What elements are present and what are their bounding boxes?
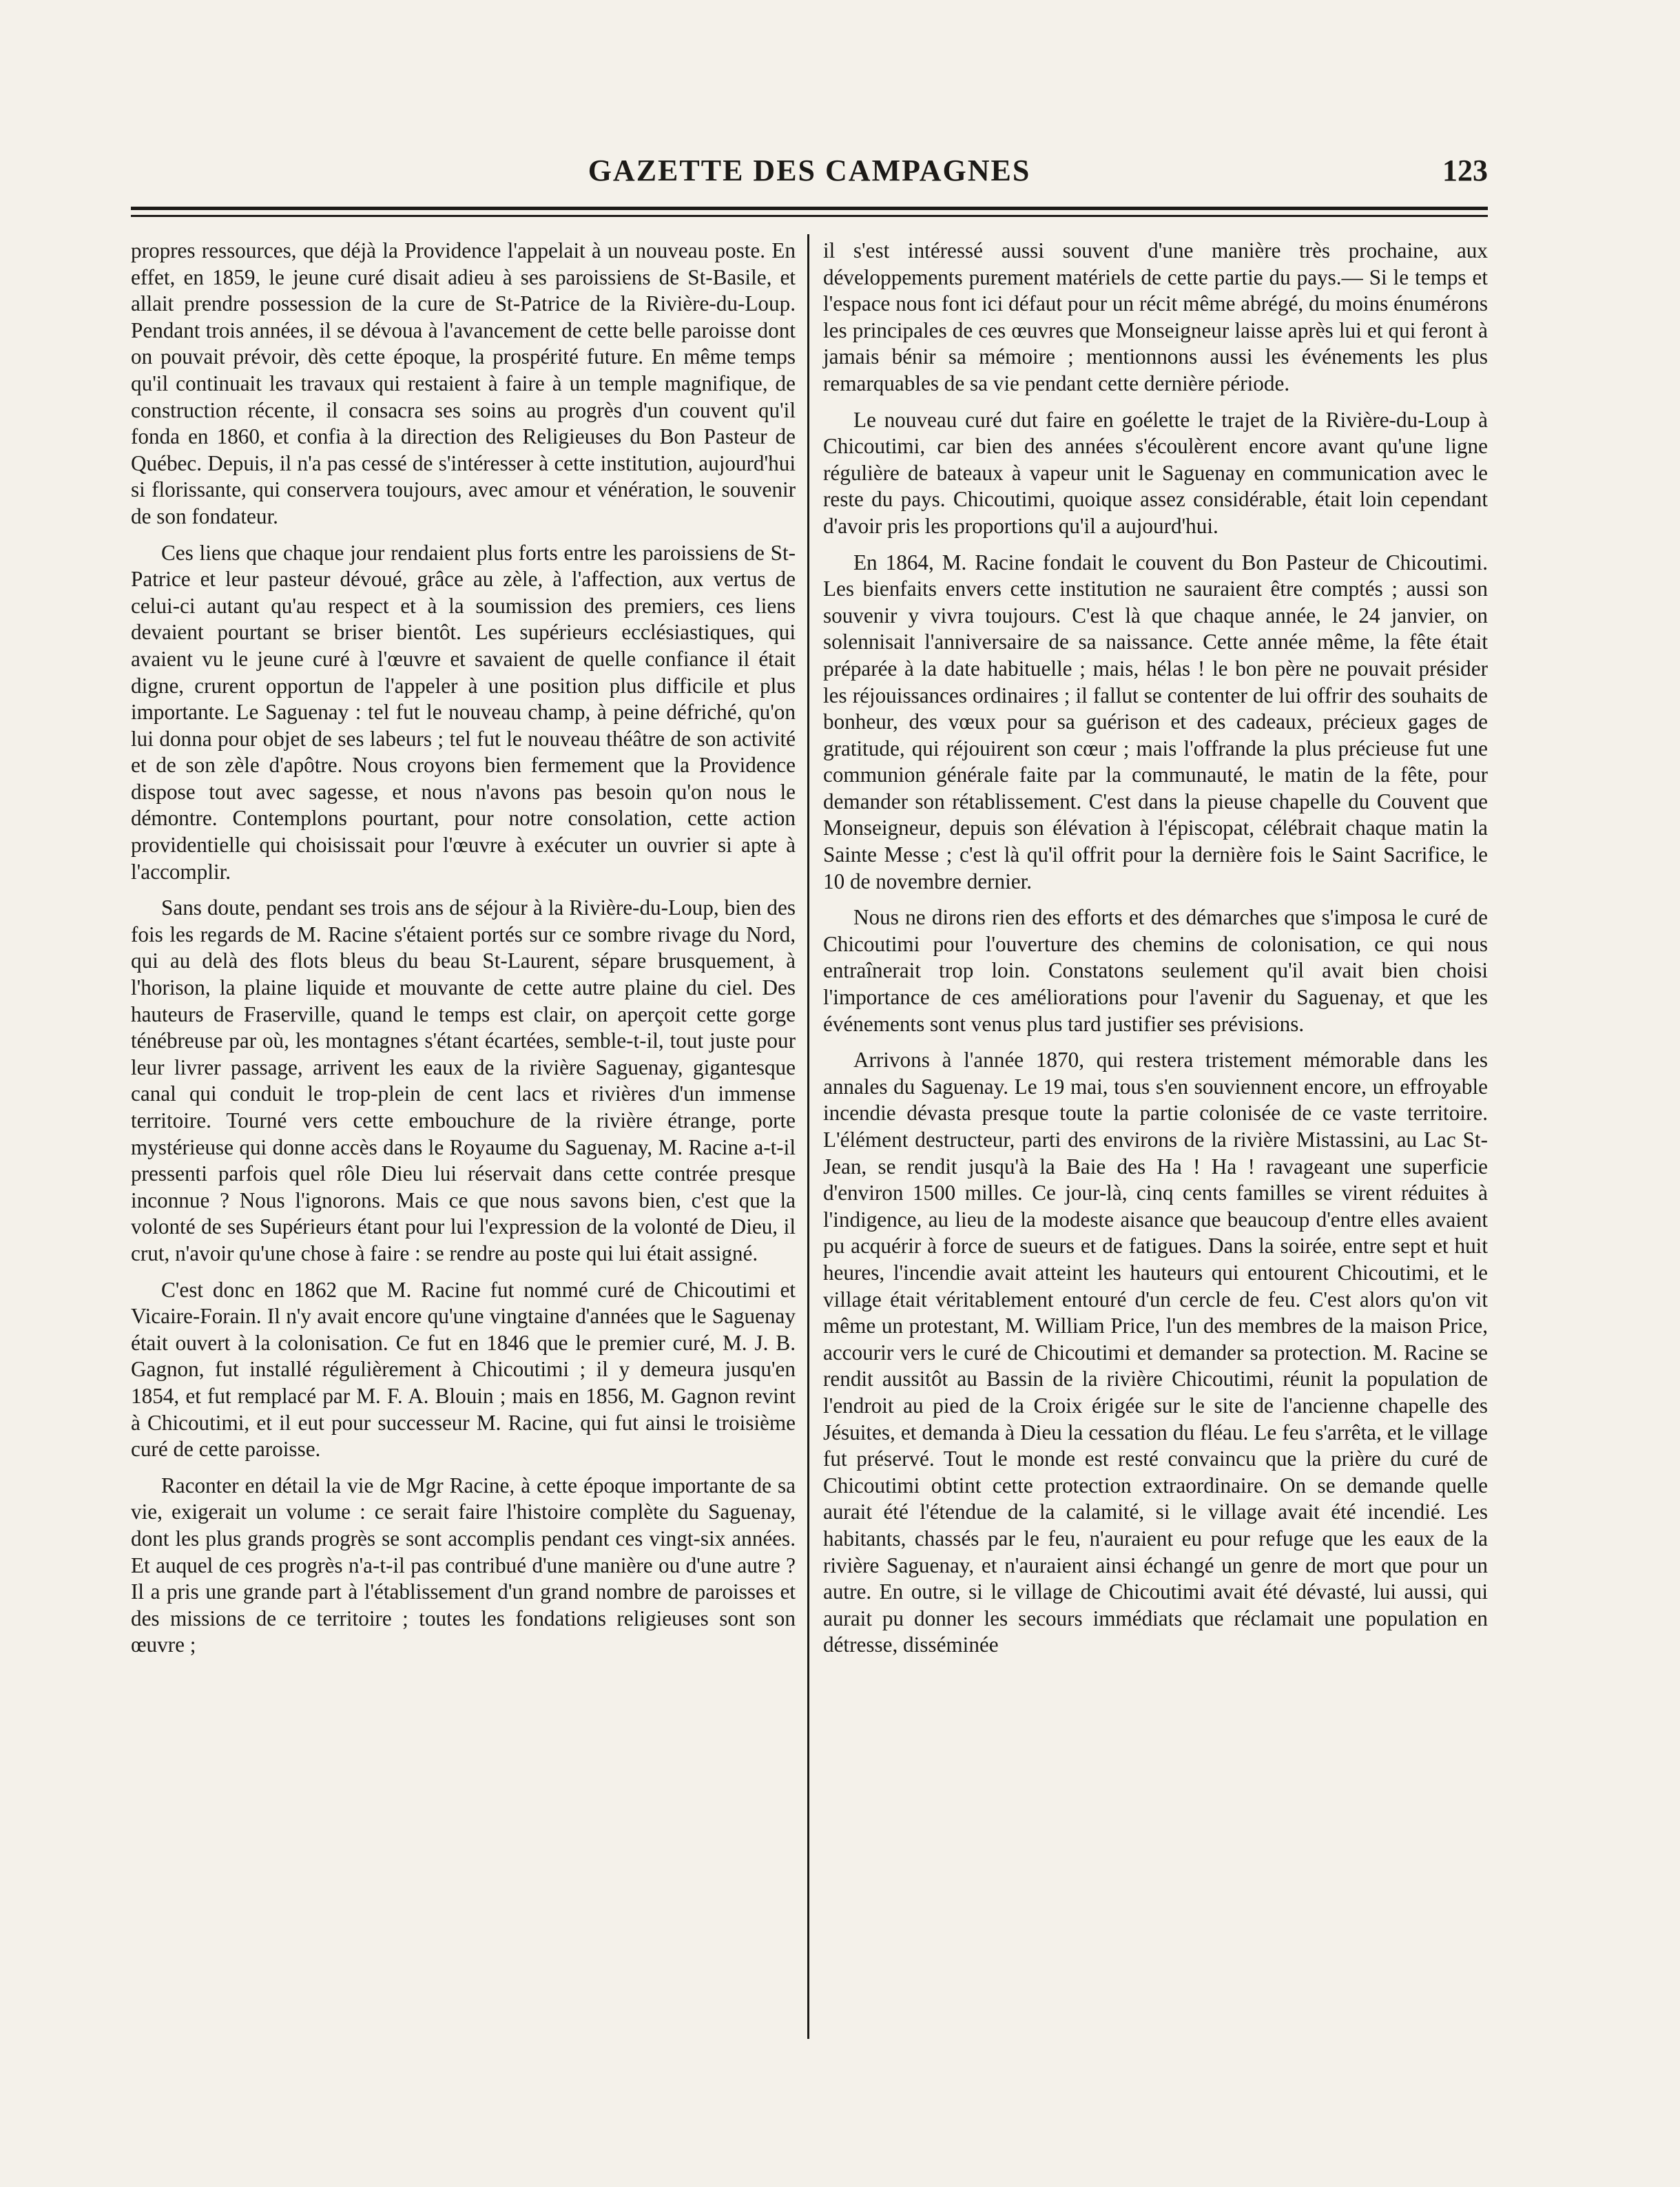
paragraph: Le nouveau curé dut faire en goélette le trajet de la Rivière-du-Loup à Chicoutimi, car bien des années s'écoulèrent encore avant qu'une ligne régulière de bateaux à vapeur unit le Saguenay en communication avec le reste du pays. Chicoutimi, quoique assez considérable, était loin cependant d'avoir pris les proportions qu'il a aujourd'hui.	[823, 407, 1488, 538]
newspaper-title: GAZETTE DES CAMPAGNES	[588, 154, 1031, 187]
paragraph: Arrivons à l'année 1870, qui restera tristement mémorable dans les annales du Saguenay. Le 19 mai, tous s'en souviennent encore, un effroyable incendie dévasta presque toute la partie colonisée de ce vaste territoire. L'élément destructeur, parti des environs de la rivière Mistassini, au Lac St-Jean, se rendit jusqu'à la Baie des Ha ! Ha ! ravageant une superficie d'environ 1500 milles. Ce jour-là, cinq cents familles se virent réduites à l'indigence, au lieu de la modeste aisance que beaucoup d'entre elles avaient pu acquérir à force de sueurs et de fatigues. Dans la soirée, entre sept et huit heures, l'incendie avait atteint les hauteurs qui entourent Chicoutimi, et le village était véritablement entouré d'un cercle de feu. C'est alors qu'on vit même un protestant, M. William Price, l'un des membres de la maison Price, accourir vers le curé de Chicoutimi et demander sa protection. M. Racine se rendit aussitôt au Bassin de la rivière Chicoutimi, réunit la population de l'endroit au pied de la Croix érigée sur le site de l'ancienne chapelle des Jésuites, et demanda à Dieu la cessation du fléau. Le feu s'arrêta, et le village fut préservé. Tout le monde est resté convaincu que la prière du curé de Chicoutimi obtint cette protection extraordinaire. On se demande quelle aurait été l'étendue de la calamité, si le village avait été incendié. Les habitants, chassés par le feu, n'auraient eu pour refuge que les eaux de la rivière Saguenay, et n'auraient ainsi échangé un genre de mort que pour un autre. En outre, si le village de Chicoutimi avait été dévasté, lui aussi, qui aurait pu donner les secours immédiats que réclamait une population en détresse, disséminée	[823, 1048, 1488, 1657]
paragraph: Raconter en détail la vie de Mgr Racine, à cette époque importante de sa vie, exigerait un volume : ce serait faire l'histoire complète du Saguenay, dont les plus grands progrès se sont accomplis pendant ces vingt-six années. Et auquel de ces progrès n'a-t-il pas contribué d'une manière ou d'une autre ? Il a pris une grande part à l'établissement d'un grand nombre de paroisses et des missions de ce territoire ; toutes les fondations religieuses sont son œuvre ;	[131, 1473, 796, 1657]
right-column	[823, 238, 1488, 1668]
paragraph: il s'est intéressé aussi souvent d'une manière très prochaine, aux développements purement matériels de cette partie du pays.— Si le temps et l'espace nous font ici défaut pour un récit même abrégé, du moins énumérons les principales de ces œuvres que Monseigneur laisse après lui et qui feront à jamais bénir sa mémoire ; mentionnons aussi les événements les plus remarquables de sa vie pendant cette dernière période.	[823, 238, 1488, 395]
left-column	[131, 238, 796, 1668]
page-header	[131, 153, 1488, 194]
paragraph: propres ressources, que déjà la Providence l'appelait à un nouveau poste. En effet, en 1859, le jeune curé disait adieu à ses paroissiens de St-Basile, et allait prendre possession de la cure de St-Patrice de la Rivière-du-Loup. Pendant trois années, il se dévoua à l'avancement de cette belle paroisse dont on pouvait prévoir, dès cette époque, la prospérité future. En même temps qu'il continuait les travaux qui restaient à faire à un temple magnifique, de construction récente, il consacra ses soins au progrès d'un couvent qu'il fonda en 1860, et confia à la direction des Religieuses du Bon Pasteur de Québec. Depuis, il n'a pas cessé de s'intéresser à cette institution, aujourd'hui si florissante, qui conservera toujours, avec amour et vénération, le souvenir de son fondateur.	[131, 238, 796, 528]
paragraph: Nous ne dirons rien des efforts et des démarches que s'imposa le curé de Chicoutimi pour l'ouverture des chemins de colonisation, ce qui nous entraînerait trop loin. Constatons seulement qu'il avait bien choisi l'importance de ces améliorations pour l'avenir du Saguenay, et que les événements sont venus plus tard justifier ses prévisions.	[823, 905, 1488, 1036]
column-divider	[807, 234, 809, 2039]
paragraph: Ces liens que chaque jour rendaient plus forts entre les paroissiens de St-Patrice et leur pasteur dévoué, grâce au zèle, à l'affection, aux vertus de celui-ci autant qu'au respect et à la soumission des premiers, ces liens devaient pourtant se briser bientôt. Les supérieurs ecclésiastiques, qui avaient vu le jeune curé à l'œuvre et savaient de quelle confiance il était digne, crurent opportun de l'appeler à une position plus difficile et plus importante. Le Saguenay : tel fut le nouveau champ, à peine défriché, qu'on lui donna pour objet de ses labeurs ; tel fut le nouveau théâtre de son activité et de son zèle d'apôtre. Nous croyons bien fermement que la Providence dispose tout avec sagesse, et nous n'avons pas besoin qu'on nous le démontre. Contemplons pourtant, pour notre consolation, cette action providentielle qui choisissait pour l'œuvre à exécuter un ouvrier si apte à l'accomplir.	[131, 540, 796, 884]
paragraph: Sans doute, pendant ses trois ans de séjour à la Rivière-du-Loup, bien des fois les regards de M. Racine s'étaient portés sur ce sombre rivage du Nord, qui au delà des flots bleus du beau St-Laurent, sépare brusquement, à l'horison, la plaine liquide et mouvante de cette autre plaine du ciel. Des hauteurs de Fraserville, quand le temps est clair, on aperçoit cette gorge ténébreuse par où, les montagnes s'étant écartées, semble-t-il, tout juste pour leur livrer passage, arrivent les eaux de la rivière Saguenay, gigantesque canal qui conduit le trop-plein de cent lacs et rivières d'un immense territoire. Tourné vers cette embouchure de la rivière étrange, porte mystérieuse qui donne accès dans le Royaume du Saguenay, M. Racine a-t-il pressenti parfois quel rôle Dieu lui réservait dans cette contrée presque inconnue ? Nous l'ignorons. Mais ce que nous savons bien, c'est que la volonté de ses Supérieurs étant pour lui l'expression de la volonté de Dieu, il crut, n'avoir qu'une chose à faire : se rendre au poste qui lui était assigné.	[131, 895, 796, 1265]
header-rule-thin	[131, 215, 1488, 217]
paragraph: C'est donc en 1862 que M. Racine fut nommé curé de Chicoutimi et Vicaire-Forain. Il n'y avait encore qu'une vingtaine d'années que le Saguenay était ouvert à la colonisation. Ce fut en 1846 que le premier curé, M. J. B. Gagnon, fut installé régulièrement à Chicoutimi ; il y demeura jusqu'en 1854, et fut remplacé par M. F. A. Blouin ; mais en 1856, M. Gagnon revint à Chicoutimi, et il eut pour successeur M. Racine, qui fut ainsi le troisième curé de cette paroisse.	[131, 1277, 796, 1462]
paragraph: En 1864, M. Racine fondait le couvent du Bon Pasteur de Chicoutimi. Les bienfaits envers cette institution ne sauraient être comptés ; aussi son souvenir y vivra toujours. C'est là que chaque année, le 24 janvier, on solennisait l'anniversaire de sa naissance. Cette année même, la fête était préparée à la date habituelle ; mais, hélas ! le bon père ne pouvait présider les réjouissances ordinaires ; il fallut se contenter de lui offrir des souhaits de bonheur, des vœux pour sa guérison et des cadeaux, précieux gages de gratitude, qui réjouirent son cœur ; mais l'offrande la plus précieuse fut une communion générale faite par la communauté, le matin de la fête, pour demander son rétablissement. C'est dans la pieuse chapelle du Couvent que Monseigneur, depuis son élévation à l'épiscopat, célébrait chaque matin la Sainte Messe ; c'est là qu'il offrit pour la dernière fois le Saint Sacrifice, le 10 de novembre dernier.	[823, 550, 1488, 893]
header-rule-thick	[131, 207, 1488, 210]
page-number: 123	[1442, 154, 1488, 187]
